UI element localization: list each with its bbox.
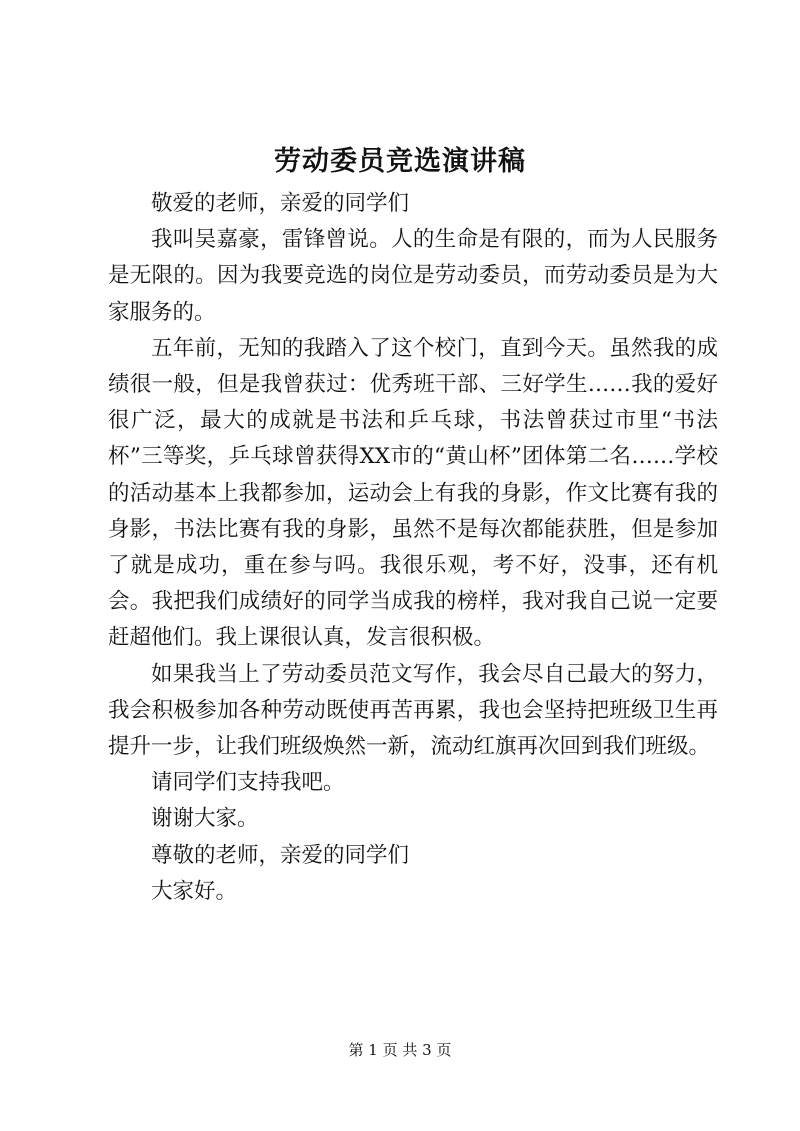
- page-number-footer: 第 1 页 共 3 页: [348, 1041, 452, 1059]
- document-title: 劳动委员竞选演讲稿: [274, 146, 526, 177]
- salutation: 敬爱的老师，亲爱的同学们: [151, 191, 410, 216]
- paragraph-thanks: 谢谢大家。: [151, 806, 259, 832]
- paragraph-introduction: 我叫吴嘉豪，雷锋曾说。人的生命是有限的，而为人民服务是无限的。因为我要竞选的岗位是劳动委员，而劳动委员是为大家服务的。: [108, 227, 718, 325]
- paragraph-achievements: 五年前，无知的我踏入了这个校门，直到今天。虽然我的成绩很一般，但是我曾获过：优秀班干部、三好学生……我的爱好很广泛，最大的成就是书法和乒乓球，书法曾获过市里“书法杯”三等奖，乒乓球曾获得XX市的“黄山杯”团体第二名……学校的活动基本上我都参加，运动会上有我的身影，作文比赛有我的身影，书法比赛有我的身影，虽然不是每次都能获胜，但是参加了就是成功，重在参与吗。我很乐观，考不好，没事，还有机会。我把我们成绩好的同学当成我的榜样，我对我自己说一定要赶超他们。我上课很认真，发言很积极。: [108, 335, 718, 651]
- second-salutation: 尊敬的老师，亲爱的同学们: [151, 842, 410, 868]
- paragraph-commitment: 如果我当上了劳动委员范文写作，我会尽自己最大的努力，我会积极参加各种劳动既使再苦再累，我也会坚持把班级卫生再提升一步，让我们班级焕然一新，流动红旗再次回到我们班级。: [108, 661, 718, 760]
- greeting: 大家好。: [151, 878, 238, 904]
- paragraph-request-support: 请同学们支持我吧。: [151, 770, 345, 796]
- document-body: [108, 186, 718, 910]
